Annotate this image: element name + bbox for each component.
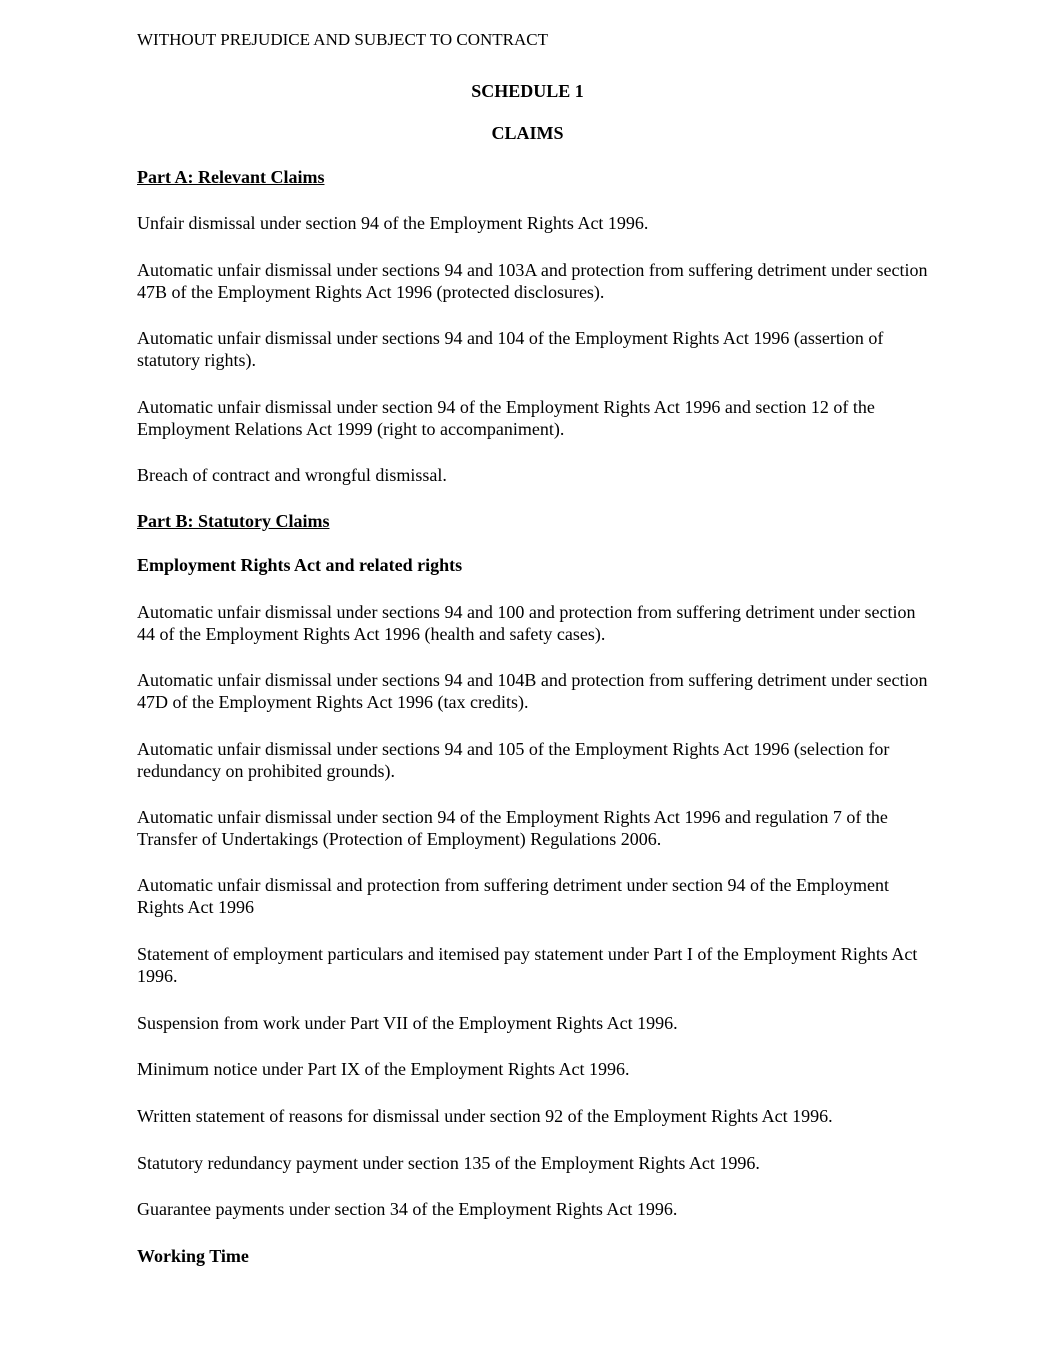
part-b-item: Automatic unfair dismissal under sections 94 and 104B and protection from suffering detriment under section 47D of the Employment Rights Act 1996 (tax credits). xyxy=(137,670,928,712)
part-b-item: Automatic unfair dismissal under section 94 of the Employment Rights Act 1996 and regulation 7 of the Transfer of Undertakings (Protection of Employment) Regulations 2006. xyxy=(137,807,888,849)
schedule-subtitle: CLAIMS xyxy=(491,123,564,143)
part-b-item: Minimum notice under Part IX of the Employment Rights Act 1996. xyxy=(137,1059,630,1079)
part-b-heading: Part B: Statutory Claims xyxy=(137,511,330,531)
part-a-item: Breach of contract and wrongful dismissal. xyxy=(137,465,447,485)
part-b-item: Guarantee payments under section 34 of the Employment Rights Act 1996. xyxy=(137,1199,678,1219)
part-b-item: Statement of employment particulars and itemised pay statement under Part I of the Employment Rights Act 1996. xyxy=(137,944,918,986)
working-time-heading: Working Time xyxy=(137,1246,249,1266)
part-a-item: Unfair dismissal under section 94 of the Employment Rights Act 1996. xyxy=(137,213,649,233)
part-a-item: Automatic unfair dismissal under section 94 of the Employment Rights Act 1996 and section 12 of the Employment Relations Act 1999 (right to accompaniment). xyxy=(137,397,875,439)
part-b-item: Statutory redundancy payment under section 135 of the Employment Rights Act 1996. xyxy=(137,1153,760,1173)
part-a-item: Automatic unfair dismissal under sections 94 and 103A and protection from suffering detriment under section 47B of the Employment Rights Act 1996 (protected disclosures). xyxy=(137,260,928,302)
part-b-item: Automatic unfair dismissal under sections 94 and 100 and protection from suffering detriment under section 44 of the Employment Rights Act 1996 (health and safety cases). xyxy=(137,602,916,644)
part-b-item: Suspension from work under Part VII of the Employment Rights Act 1996. xyxy=(137,1013,678,1033)
part-b-item: Automatic unfair dismissal under sections 94 and 105 of the Employment Rights Act 1996 (selection for redundancy on prohibited grounds). xyxy=(137,739,890,781)
part-a-item: Automatic unfair dismissal under sections 94 and 104 of the Employment Rights Act 1996 (assertion of statutory rights). xyxy=(137,328,884,370)
schedule-title: SCHEDULE 1 xyxy=(471,81,584,101)
part-a-heading: Part A: Relevant Claims xyxy=(137,167,325,187)
header-note: WITHOUT PREJUDICE AND SUBJECT TO CONTRACT xyxy=(137,30,549,49)
part-b-item: Written statement of reasons for dismissal under section 92 of the Employment Rights Act 1996. xyxy=(137,1106,833,1126)
part-b-item: Automatic unfair dismissal and protection from suffering detriment under section 94 of the Employment Rights Act 1996 xyxy=(137,875,889,917)
part-b-subheading: Employment Rights Act and related rights xyxy=(137,555,463,575)
